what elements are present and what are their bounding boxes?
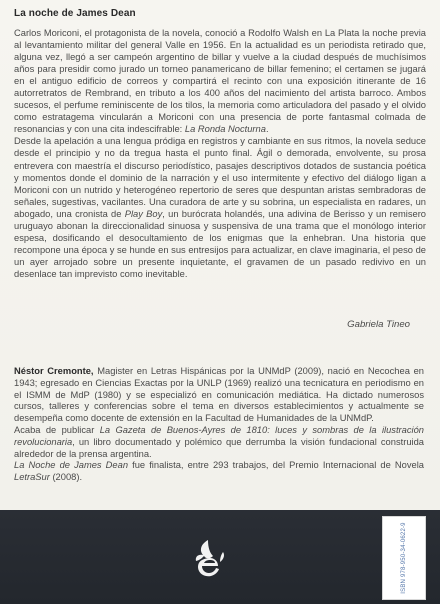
synopsis-text: , un burócrata holandés, una adivina de Berisso y un remisero uruguayo abonan la direccionalidad sinuosa y suspensiva de una trama que el monólogo interior espesa, dosificando el desocultamiento de los enigmas que la enhebran. Una historia que recompone una época y se hunde en sus entresijos para actualizar, en clave imaginaria, el peso de un ayer arrojado sobre un presente inquietante, el gravamen de un pasado redivivo en un desenlace tan imprevisto como inevitable. (14, 208, 427, 279)
synopsis-text: . (265, 124, 269, 135)
book-title: La noche de James Dean (14, 8, 136, 19)
review-signature: Gabriela Tineo (347, 319, 410, 330)
isbn-label: ISBN 978-950-34-0622-9 (401, 522, 407, 594)
author-bio (14, 366, 424, 484)
synopsis-text: Carlos Moriconi, el protagonista de la novela, conoció a Rodolfo Walsh en La Plata la noche previa al levantamiento militar del general Valle en 1956. En la actualidad es un periodista retirado que, alguna vez, llegó a ser campeón argentino de billar y vuelve a la ciudad después de muchísimos años para presidir como jurado un torneo panamericano de billar femenino; el certamen se jugará en el antiguo edificio de correos y compartirá el recinto con una exposición itinerante de 16 autorretratos de Rembrand, en tributo a los 400 años del nacimiento del artista barroco. Ambos sucesos, el perfume reminiscente de los tilos, la memoria como articuladora del pasado y el olvido como estratagema vincularán a Moriconi con una presencia de porte fantasmal colmada de resonancias y con una cita indescifrable: (14, 28, 426, 135)
bio-text: Magister en Letras Hispánicas por la UNMdP (2009), nació en Necochea en 1943; egresado en Ciencias Exactas por la UNLP (1969) realizó una tecnicatura en periodismo en el ISMM de MdP (1980) y se especializó en comunicación mediática. Ha dictado numerosos cursos, talleres y conferencias sobre el tema en diversos establecimientos y actualmente se desempeña como docente de extensión en la Facultad de Humanidades de la UNMdP. (14, 366, 424, 424)
magazine-title: Play Boy (124, 208, 163, 219)
bio-paragraph-2 (14, 425, 424, 460)
prize-name: LetraSur (14, 472, 50, 483)
isbn-barcode-box (382, 516, 426, 600)
synopsis-paragraph-2 (14, 135, 426, 280)
cita-title: La Ronda Nocturna (184, 124, 266, 135)
leaf-e-logo-icon (186, 536, 230, 580)
book-reference: La Gazeta de Buenos-Ayres de 1810: luces y sombras de la ilustración revolucionaria (14, 424, 425, 447)
bio-text: Acaba de publicar (14, 424, 100, 435)
bio-text: , un libro documentado y polémico que derrumba la visión fundacional construida alrededor de la prensa argentina. (14, 436, 424, 459)
book-reference: La Noche de James Dean (14, 460, 129, 471)
author-name: Néstor Cremonte, (14, 366, 94, 376)
synopsis (14, 27, 426, 280)
bio-paragraph-3 (14, 460, 424, 484)
synopsis-paragraph-1 (14, 27, 426, 135)
bio-paragraph-1 (14, 366, 424, 425)
synopsis-text: Desde la apelación a una lengua pródiga en registros y cambiante en sus ritmos, la novela seduce desde el principio y no da tregua hasta el punto final. Ágil o demorada, envolvente, su prosa entrevera con maestría el discurso periodístico, pasajes descriptivos dotados de sustancia poética y momentos donde el dominio de la narración y el uso intermitente y efectivo del diálogo ligan a Moriconi con un nutrido y heterogéneo repertorio de seres que despuntan aristas sembradoras de señales, sugestivas, vacilantes. Una curadora de arte y su sobrina, un especialista en radares, un abogado, una cronista de (14, 136, 426, 219)
bio-text: (2008). (49, 472, 83, 483)
bio-text: fue finalista, entre 293 trabajos, del Premio Internacional de Novela (128, 460, 424, 471)
